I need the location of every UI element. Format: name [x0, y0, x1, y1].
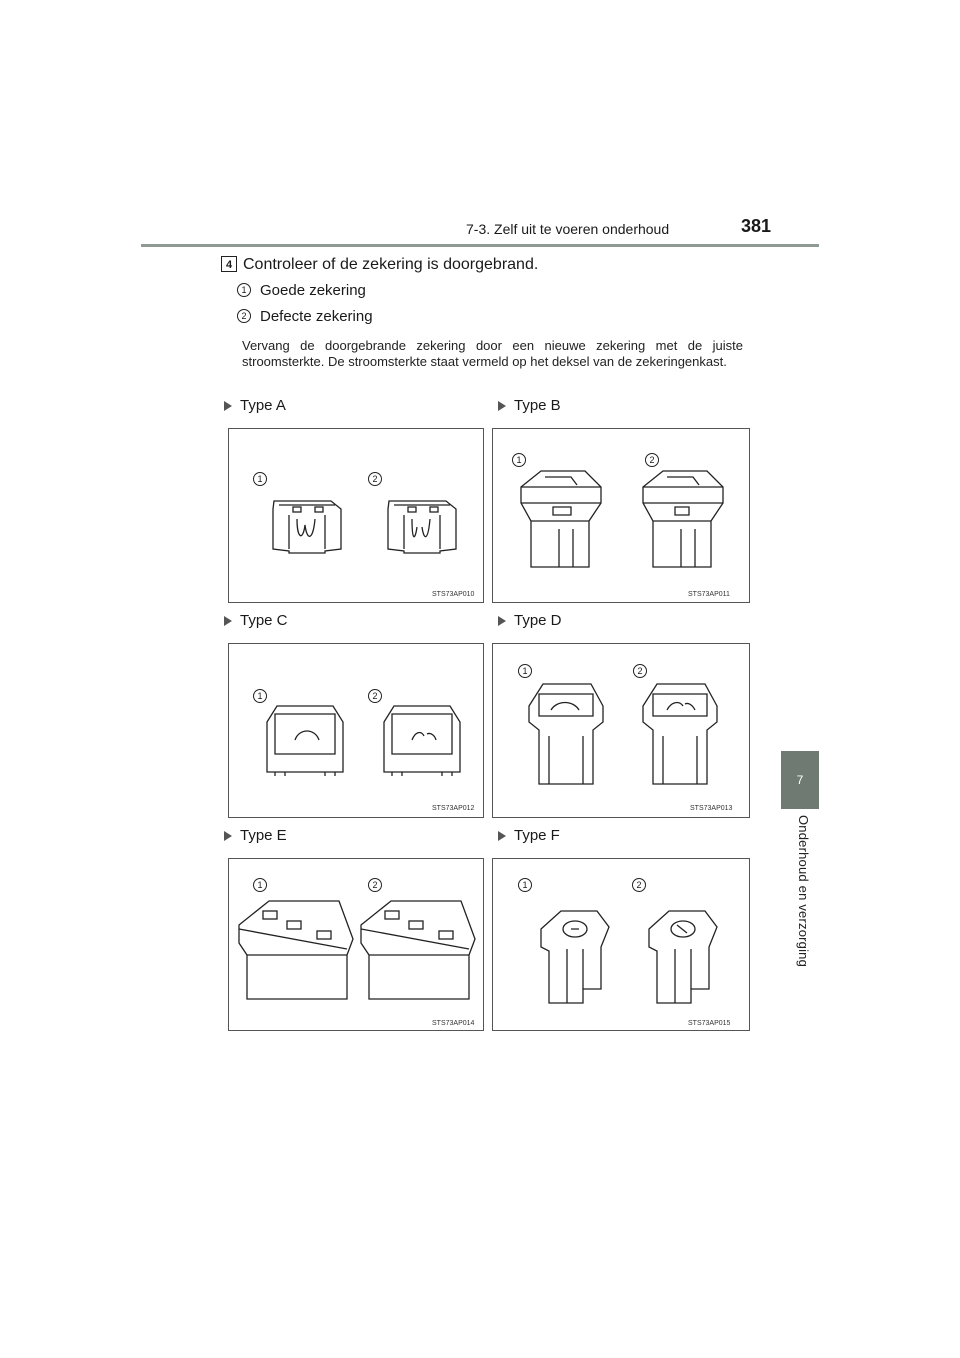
triangle-bullet-icon	[224, 401, 232, 411]
step-number-badge: 4	[221, 256, 237, 272]
figure-panel-type-a	[228, 428, 484, 603]
figure-label: 2	[368, 689, 382, 703]
figure-label: 2	[633, 664, 647, 678]
triangle-bullet-icon	[224, 831, 232, 841]
figure-label: 2	[645, 453, 659, 467]
type-label: Type B	[498, 397, 561, 414]
triangle-bullet-icon	[224, 616, 232, 626]
figure-panel-type-d	[492, 643, 750, 818]
figure-label: 2	[368, 878, 382, 892]
type-label: Type D	[498, 612, 562, 629]
type-label: Type A	[224, 397, 286, 414]
type-label: Type E	[224, 827, 287, 844]
figure-caption: STS73AP012	[432, 805, 475, 812]
item-number-badge: 1	[237, 283, 251, 297]
section-header: 7-3. Zelf uit te voeren onderhoud	[466, 221, 670, 237]
figure-panel-type-e	[228, 858, 484, 1031]
item-number-badge: 2	[237, 309, 251, 323]
figure-label: 1	[518, 878, 532, 892]
figure-label: 1	[253, 689, 267, 703]
figure-panel-type-f	[492, 858, 750, 1031]
fuse-type-a-illustration	[229, 429, 483, 602]
fuse-type-b-illustration	[493, 429, 749, 602]
figure-caption: STS73AP014	[432, 1020, 475, 1027]
triangle-bullet-icon	[498, 831, 506, 841]
figure-caption: STS73AP011	[688, 591, 730, 598]
figure-label: 1	[512, 453, 526, 467]
figure-label: 1	[518, 664, 532, 678]
step-title: Controleer of de zekering is doorgebrand.	[243, 256, 539, 273]
triangle-bullet-icon	[498, 616, 506, 626]
figure-label: 2	[632, 878, 646, 892]
fuse-type-c-illustration	[229, 644, 483, 817]
step-description: Vervang de doorgebrande zekering door een nieuwe zekering met de juiste stroomsterkte. De stroomsterkte staat vermeld op het deksel van de zekeringenkast.	[242, 338, 743, 369]
figure-caption: STS73AP015	[688, 1020, 731, 1027]
figure-panel-type-b	[492, 428, 750, 603]
item-good-fuse: Goede zekering	[260, 282, 366, 299]
header-rule	[141, 244, 819, 247]
item-defect-fuse: Defecte zekering	[260, 308, 373, 325]
figure-label: 1	[253, 878, 267, 892]
figure-label: 1	[253, 472, 267, 486]
figure-caption: STS73AP013	[690, 805, 733, 812]
chapter-label: Onderhoud en verzorging	[796, 815, 811, 968]
type-label: Type C	[224, 612, 288, 629]
figure-panel-type-c	[228, 643, 484, 818]
fuse-type-e-illustration	[229, 859, 483, 1030]
page-number: 381	[741, 216, 772, 236]
figure-caption: STS73AP010	[432, 591, 475, 598]
figure-label: 2	[368, 472, 382, 486]
triangle-bullet-icon	[498, 401, 506, 411]
type-label: Type F	[498, 827, 560, 844]
chapter-tab: 7	[781, 751, 819, 809]
